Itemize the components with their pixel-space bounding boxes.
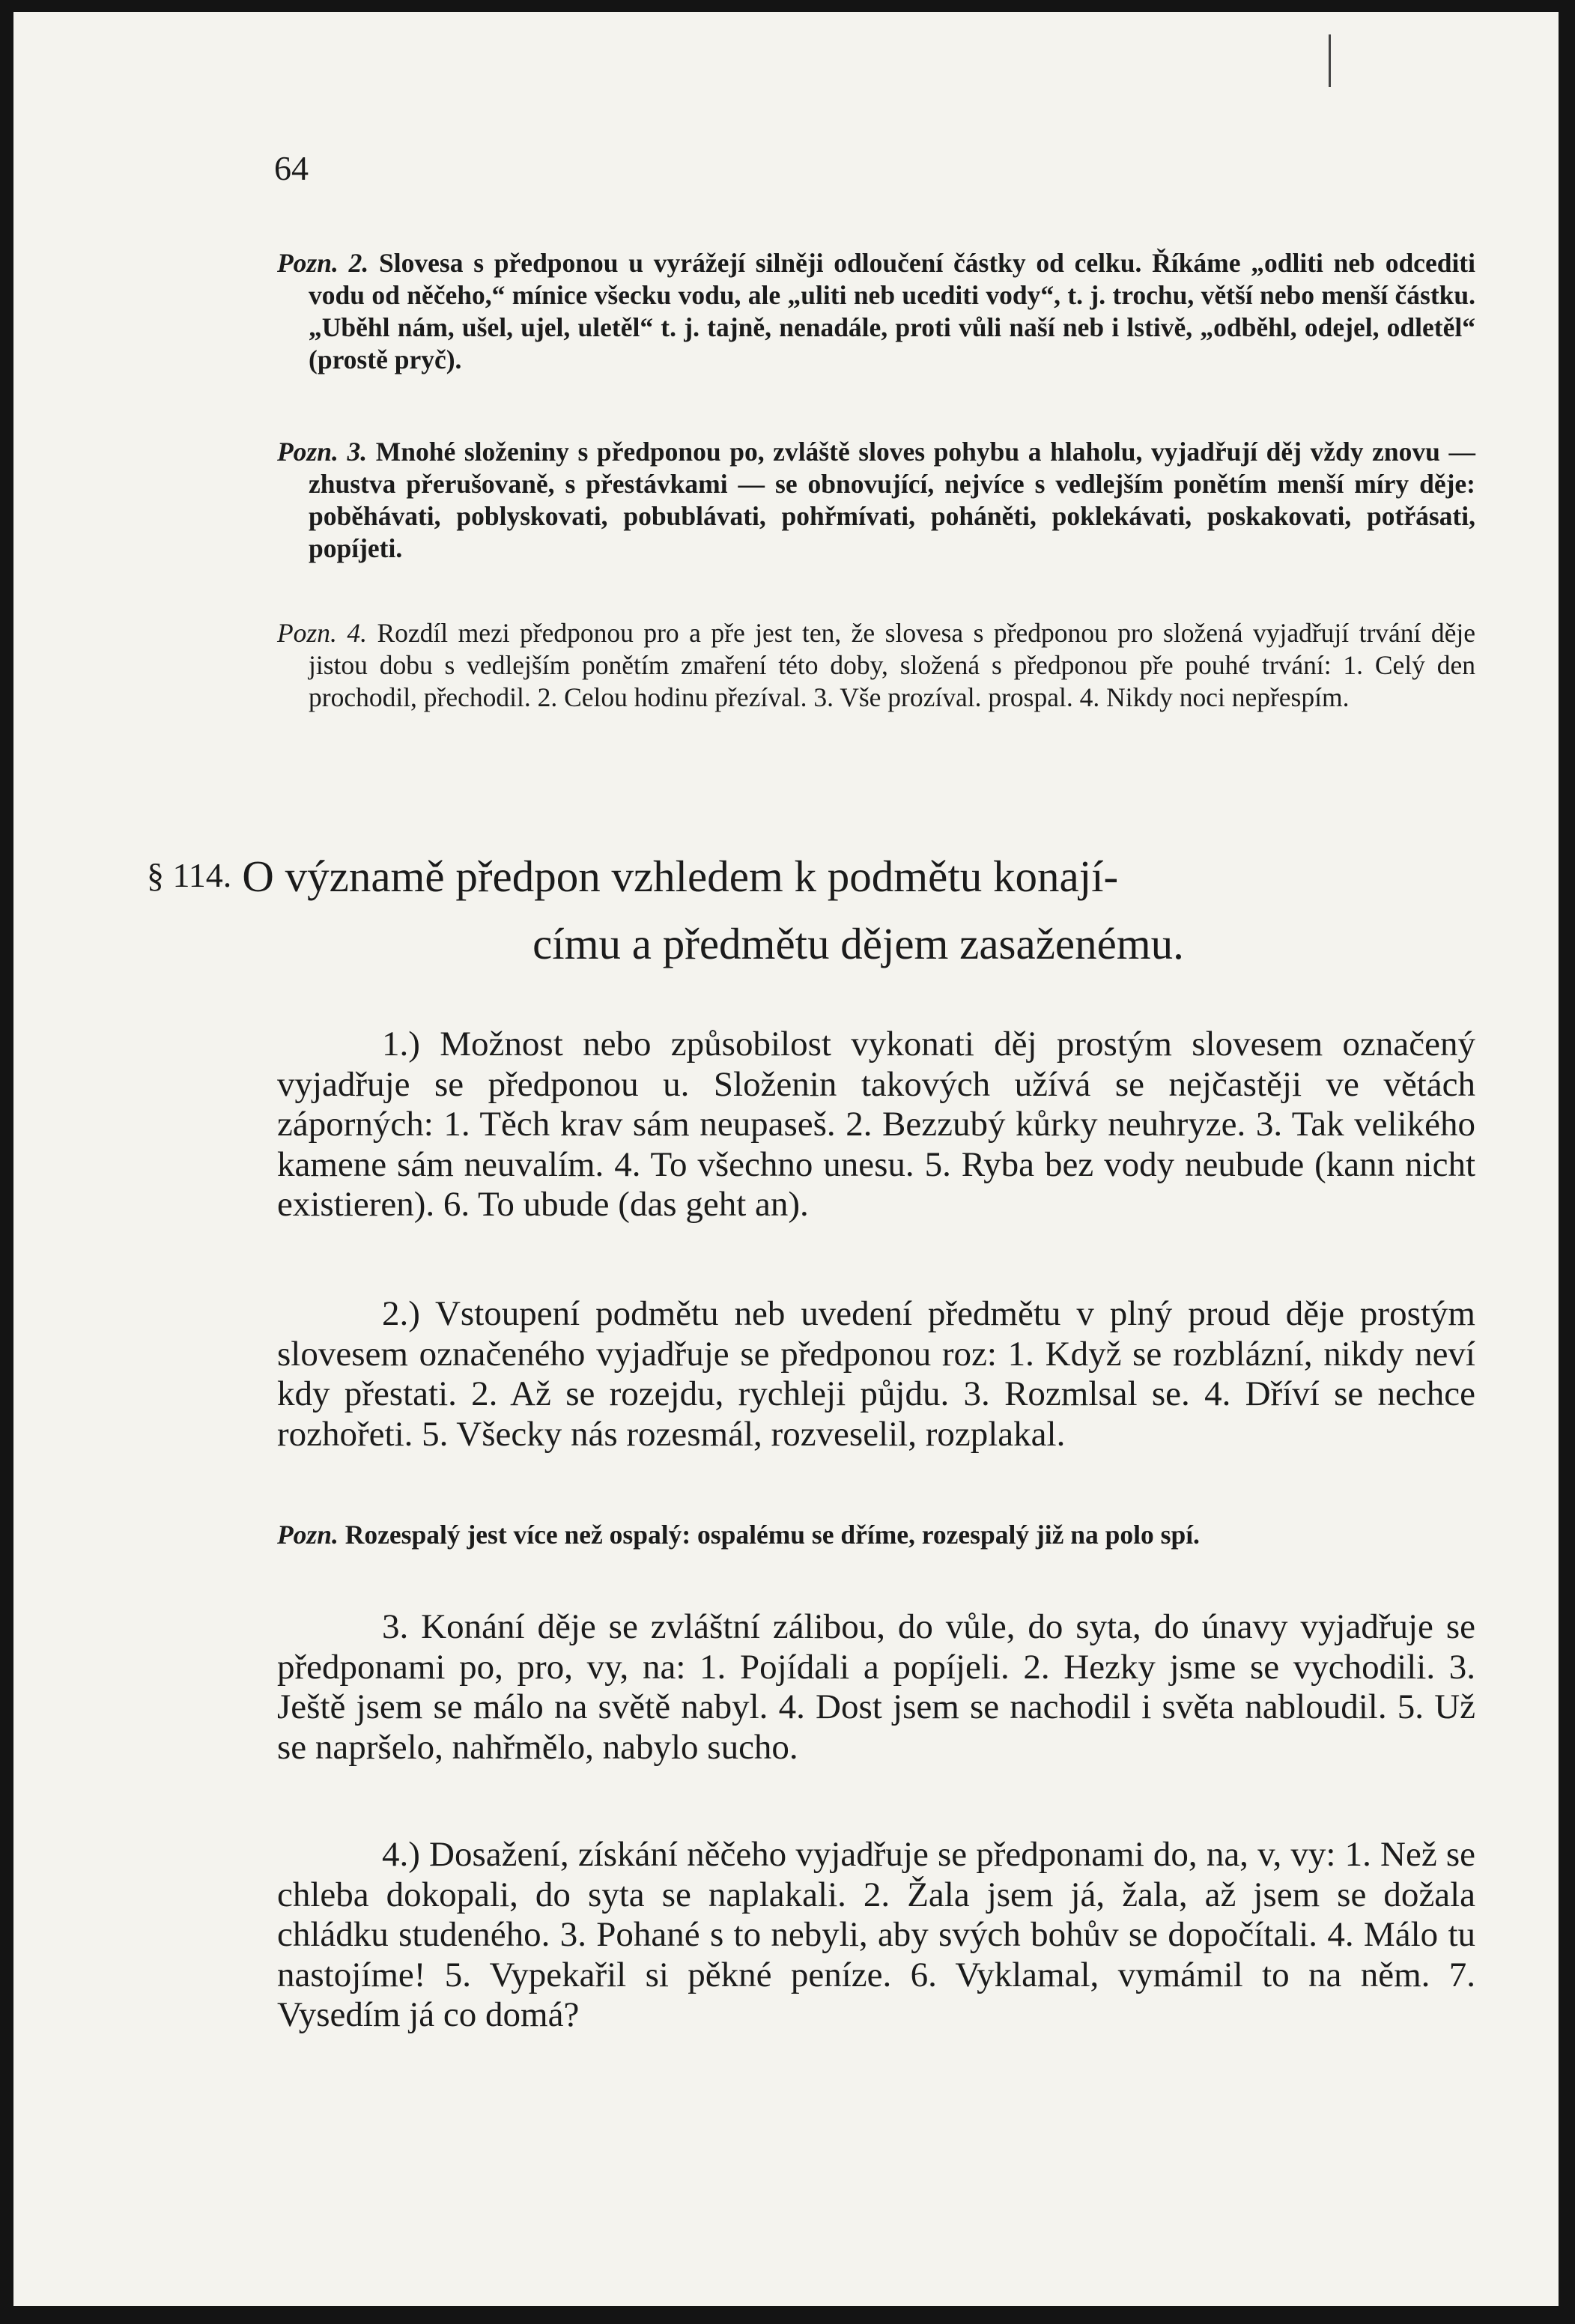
- note-3-label: Pozn. 3.: [277, 437, 368, 467]
- paragraph-2-text: 2.) Vstoupení podmětu neb uvedení předmětu v plný proud děje prostým slovesem označeného vyjadřuje se předponou roz: 1. Když se rozblázní, nikdy neví kdy přestati. 2. Až se rozejdu, rychleji půjdu. 3. Rozmlsal se. 4. Dříví se nechce rozhořeti. 5. Všecky nás rozesmál, rozveselil, rozplakal.: [277, 1294, 1475, 1454]
- note-2: [277, 247, 1475, 376]
- paragraph-4: [277, 1835, 1475, 2036]
- paragraph-3: [277, 1607, 1475, 1768]
- note-middle: [277, 1519, 1475, 1551]
- note-3-text: Mnohé složeniny s předponou po, zvláště sloves pohybu a hlaholu, vyjadřují děj vždy znovu — zhustva přerušovaně, s přestávkami — se obnovující, nejvíce s vedlejším ponětím menší míry děje: poběhávati, poblyskovati, pobublávati, pohřmívati, poháněti, poklekávati, poskakovati, potřásati, popíjeti.: [309, 437, 1476, 563]
- scan-artifact: [1329, 34, 1331, 87]
- heading-line-1: O významě předpon vzhledem k podmětu konají-: [242, 852, 1119, 901]
- note-4-label: Pozn. 4.: [277, 618, 367, 648]
- section-heading: [147, 842, 1502, 977]
- paragraph-3-text: 3. Konání děje se zvláštní zálibou, do vůle, do syta, do únavy vyjadřuje se předponami po, pro, vy, na: 1. Pojídali a popíjeli. 2. Hezky jsme se vychodili. 3. Ještě jsem se málo na světě nabyl. 4. Dost jsem se nachodil i světa nabloudil. 5. Už se napršelo, nahřmělo, nabylo sucho.: [277, 1607, 1475, 1767]
- paragraph-4-text: 4.) Dosažení, získání něčeho vyjadřuje se předponami do, na, v, vy: 1. Než se chleba dokopali, do syta se naplakali. 2. Žala jsem já, žala, až jsem se dožala chládku studeného. 3. Pohané s to nebyli, aby svých bohův se dopočítali. 4. Málo tu nastojíme! 5. Vypekařil si pěkné peníze. 6. Vyklamal, vymámil to na něm. 7. Vysedím já co domá?: [277, 1835, 1475, 2034]
- page-number: 64: [274, 149, 309, 187]
- note-2-text: Slovesa s předponou u vyrážejí silněji odloučení částky od celku. Říkáme „odliti neb odcediti vodu od něčeho,“ mínice všecku vodu, ale „uliti neb ucediti vody“, t. j. trochu, větší nebo menší částku. „Uběhl nám, ušel, ujel, uletěl“ t. j. tajně, nenadále, proti vůli naší neb i lstivě, „odběhl, odejel, odletěl“ (prostě pryč).: [309, 248, 1475, 374]
- section-number: § 114.: [147, 856, 232, 894]
- note-3: [277, 436, 1475, 565]
- book-page: [13, 12, 1559, 2306]
- note-middle-label: Pozn.: [277, 1520, 339, 1550]
- paragraph-1-text: 1.) Možnost nebo způsobilost vykonati děj prostým slovesem označený vyjadřuje se předponou u. Složenin takových užívá se nejčastěji ve větách záporných: 1. Těch krav sám neupaseš. 2. Bezzubý kůrky neuhryze. 3. Tak velikého kamene sám neuvalím. 4. To všechno unesu. 5. Ryba bez vody neubude (kann nicht existieren). 6. To ubude (das geht an).: [277, 1025, 1475, 1224]
- heading-line-2: címu a předmětu dějem zasaženému.: [532, 919, 1184, 968]
- note-2-label: Pozn. 2.: [277, 248, 369, 278]
- paragraph-2: [277, 1294, 1475, 1454]
- paragraph-1: [277, 1025, 1475, 1225]
- note-4-text: Rozdíl mezi předponou pro a pře jest ten, že slovesa s předponou pro složená vyjadřují trvání děje jistou dobu s vedlejším ponětím zmaření této doby, složená s předponou pře pouhé trvání: 1. Celý den prochodil, přechodil. 2. Celou hodinu přezíval. 3. Vše prozíval. prospal. 4. Nikdy noci nepřespím.: [309, 618, 1476, 712]
- note-middle-text: Rozespalý jest více než ospalý: ospalému se dříme, rozespalý již na polo spí.: [338, 1520, 1200, 1550]
- note-4: [277, 617, 1475, 714]
